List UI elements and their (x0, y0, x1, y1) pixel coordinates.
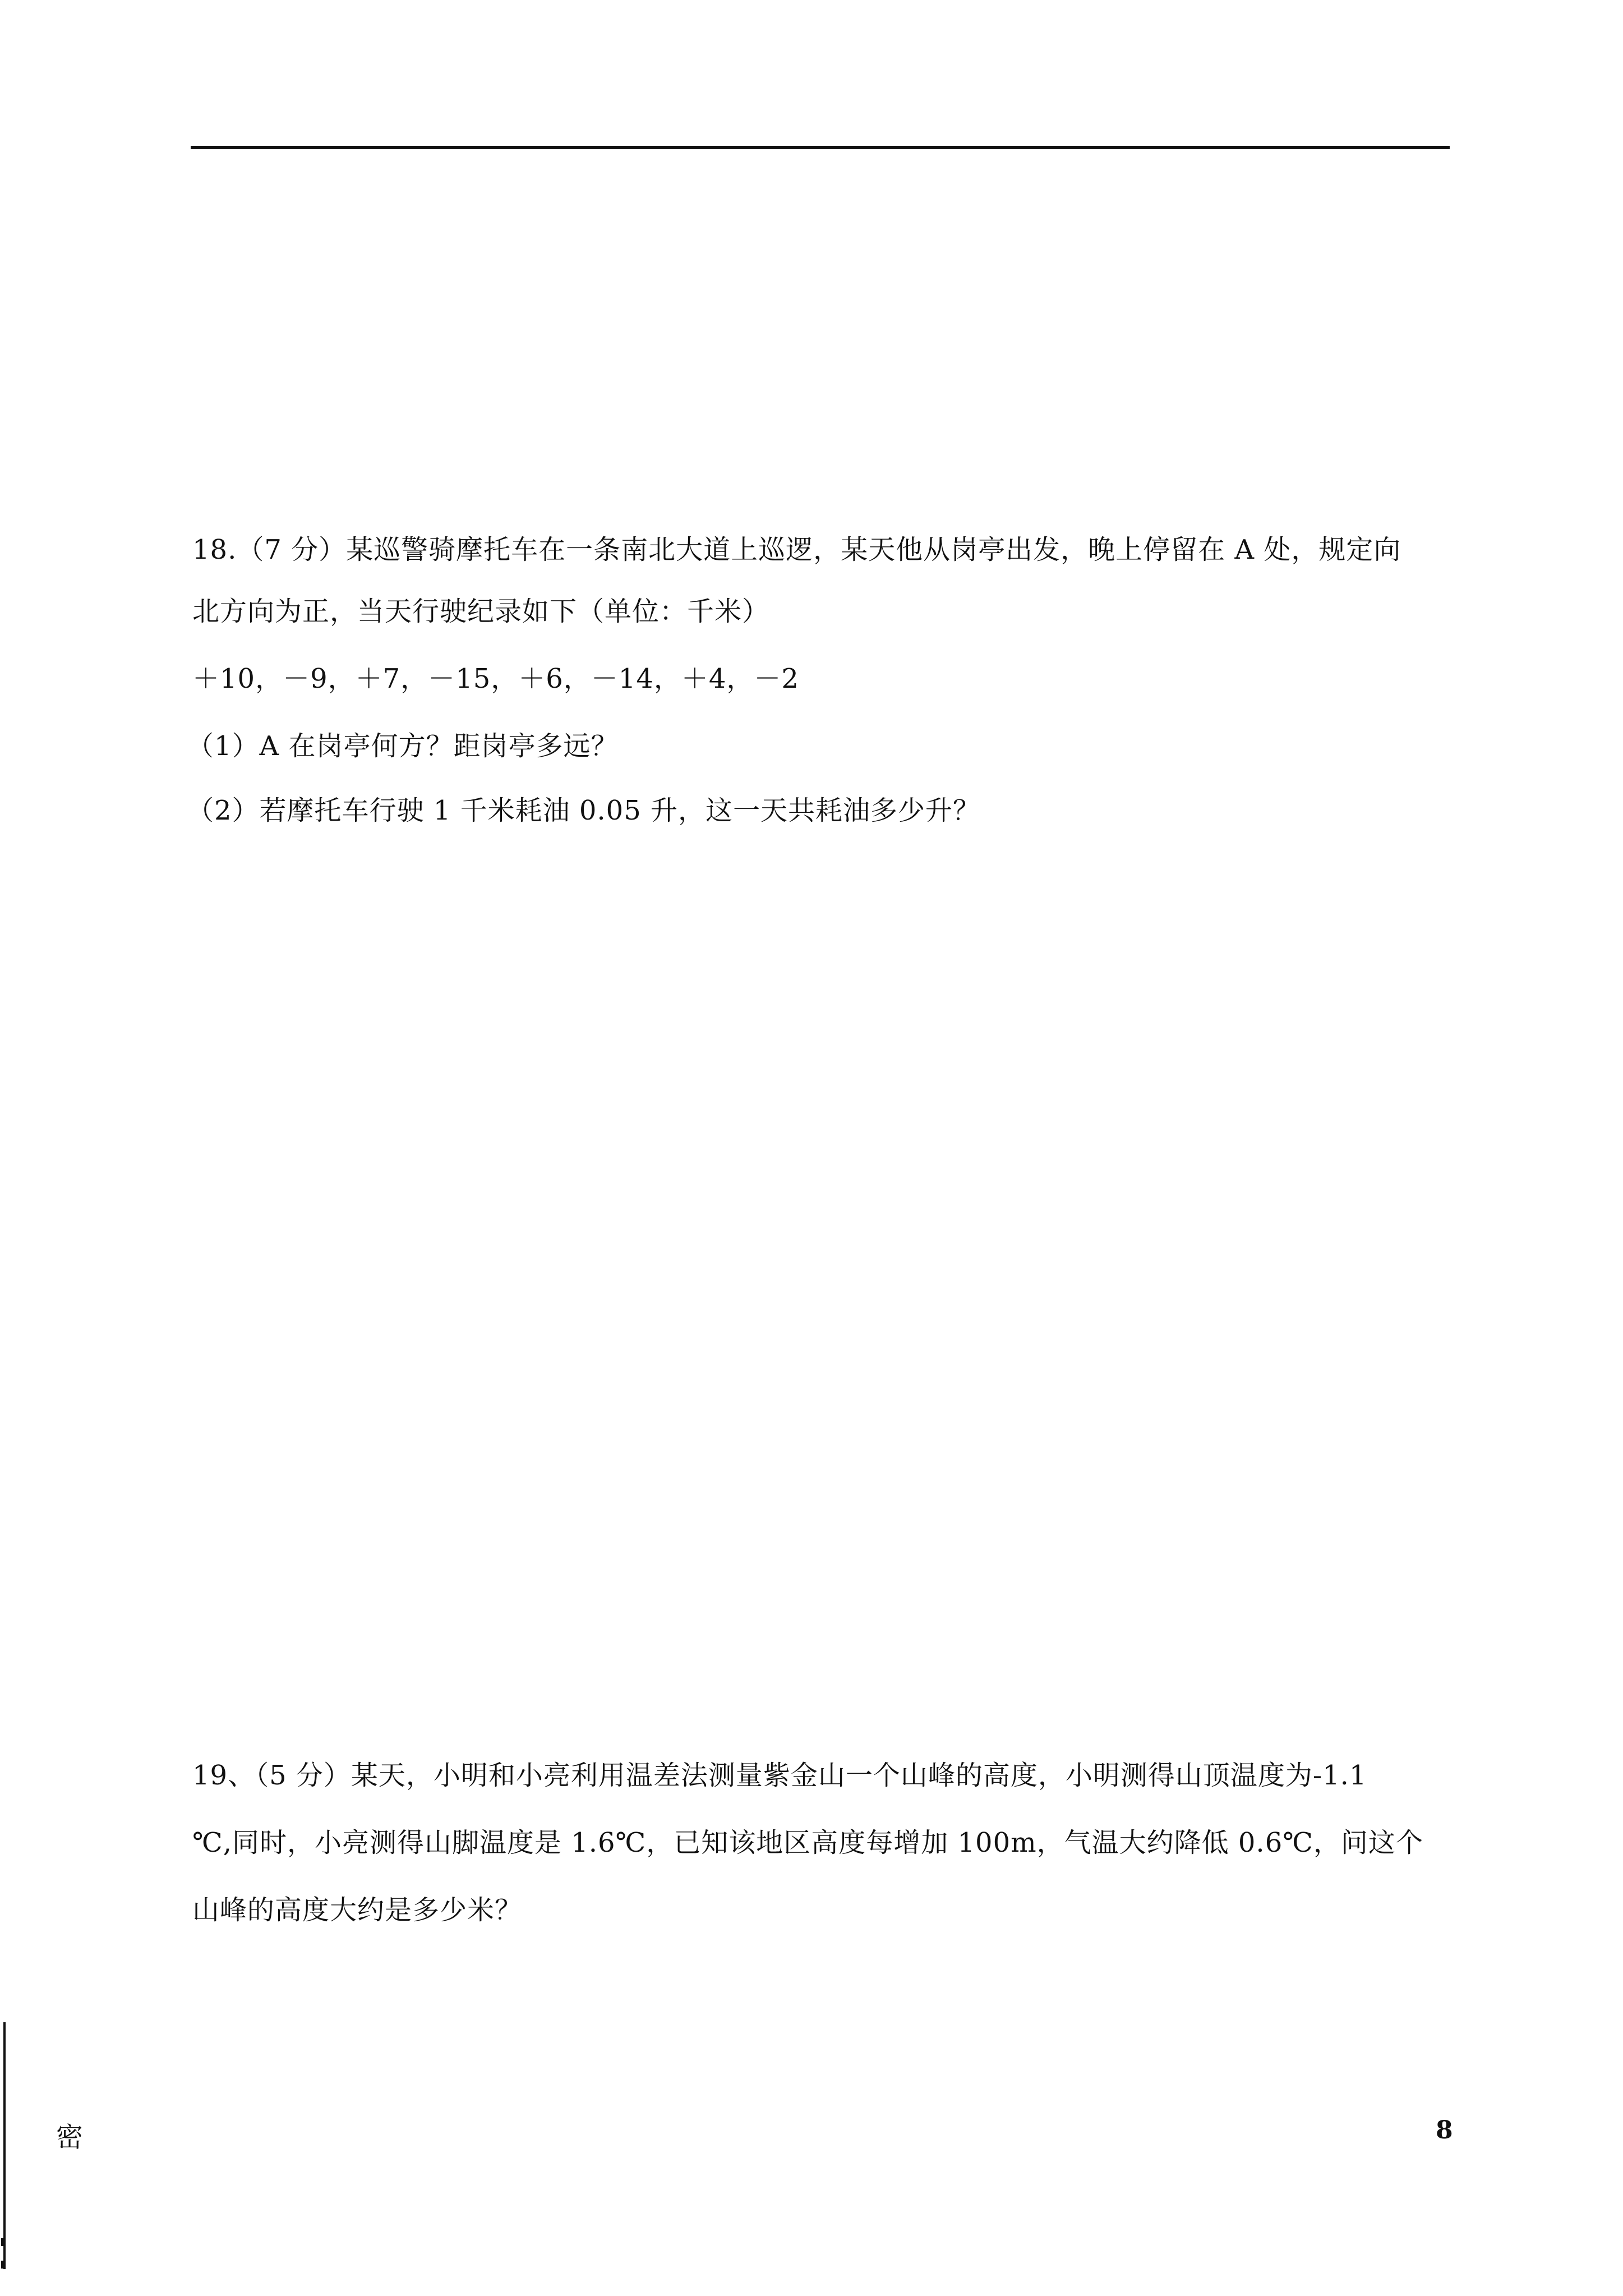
binding-margin-line (3, 2022, 6, 2269)
question-19-line-2: ℃,同时，小亮测得山脚温度是 1.6℃，已知该地区高度每增加 100m，气温大约降低 0.6℃，问这个 (192, 1827, 1423, 1858)
question-18-line-2: 北方向为正，当天行驶纪录如下（单位：千米） (192, 596, 770, 627)
question-19-line-3: 山峰的高度大约是多少米？ (192, 1894, 523, 1926)
question-18-part-1: （1）A 在岗亭何方？距岗亭多远？ (187, 730, 619, 762)
question-19-line-1: 19、（5 分）某天，小明和小亮利用温差法测量紫金山一个山峰的高度，小明测得山顶温度为-1.1 (192, 1760, 1367, 1791)
question-18-record: ＋10，－9，＋7，－15，＋6，－14，＋4，－2 (192, 663, 799, 694)
binding-tick-mark (1, 2238, 4, 2246)
binding-tick-mark (1, 2261, 4, 2269)
question-18-part-2: （2）若摩托车行驶 1 千米耗油 0.05 升，这一天共耗油多少升？ (187, 795, 980, 826)
page-number: 8 (1436, 2116, 1453, 2145)
seal-margin-char: 密 (56, 2122, 84, 2153)
header-rule (191, 146, 1450, 149)
question-18-line-1: 18.（7 分）某巡警骑摩托车在一条南北大道上巡逻，某天他从岗亭出发，晚上停留在 A 处，规定向 (192, 534, 1401, 565)
